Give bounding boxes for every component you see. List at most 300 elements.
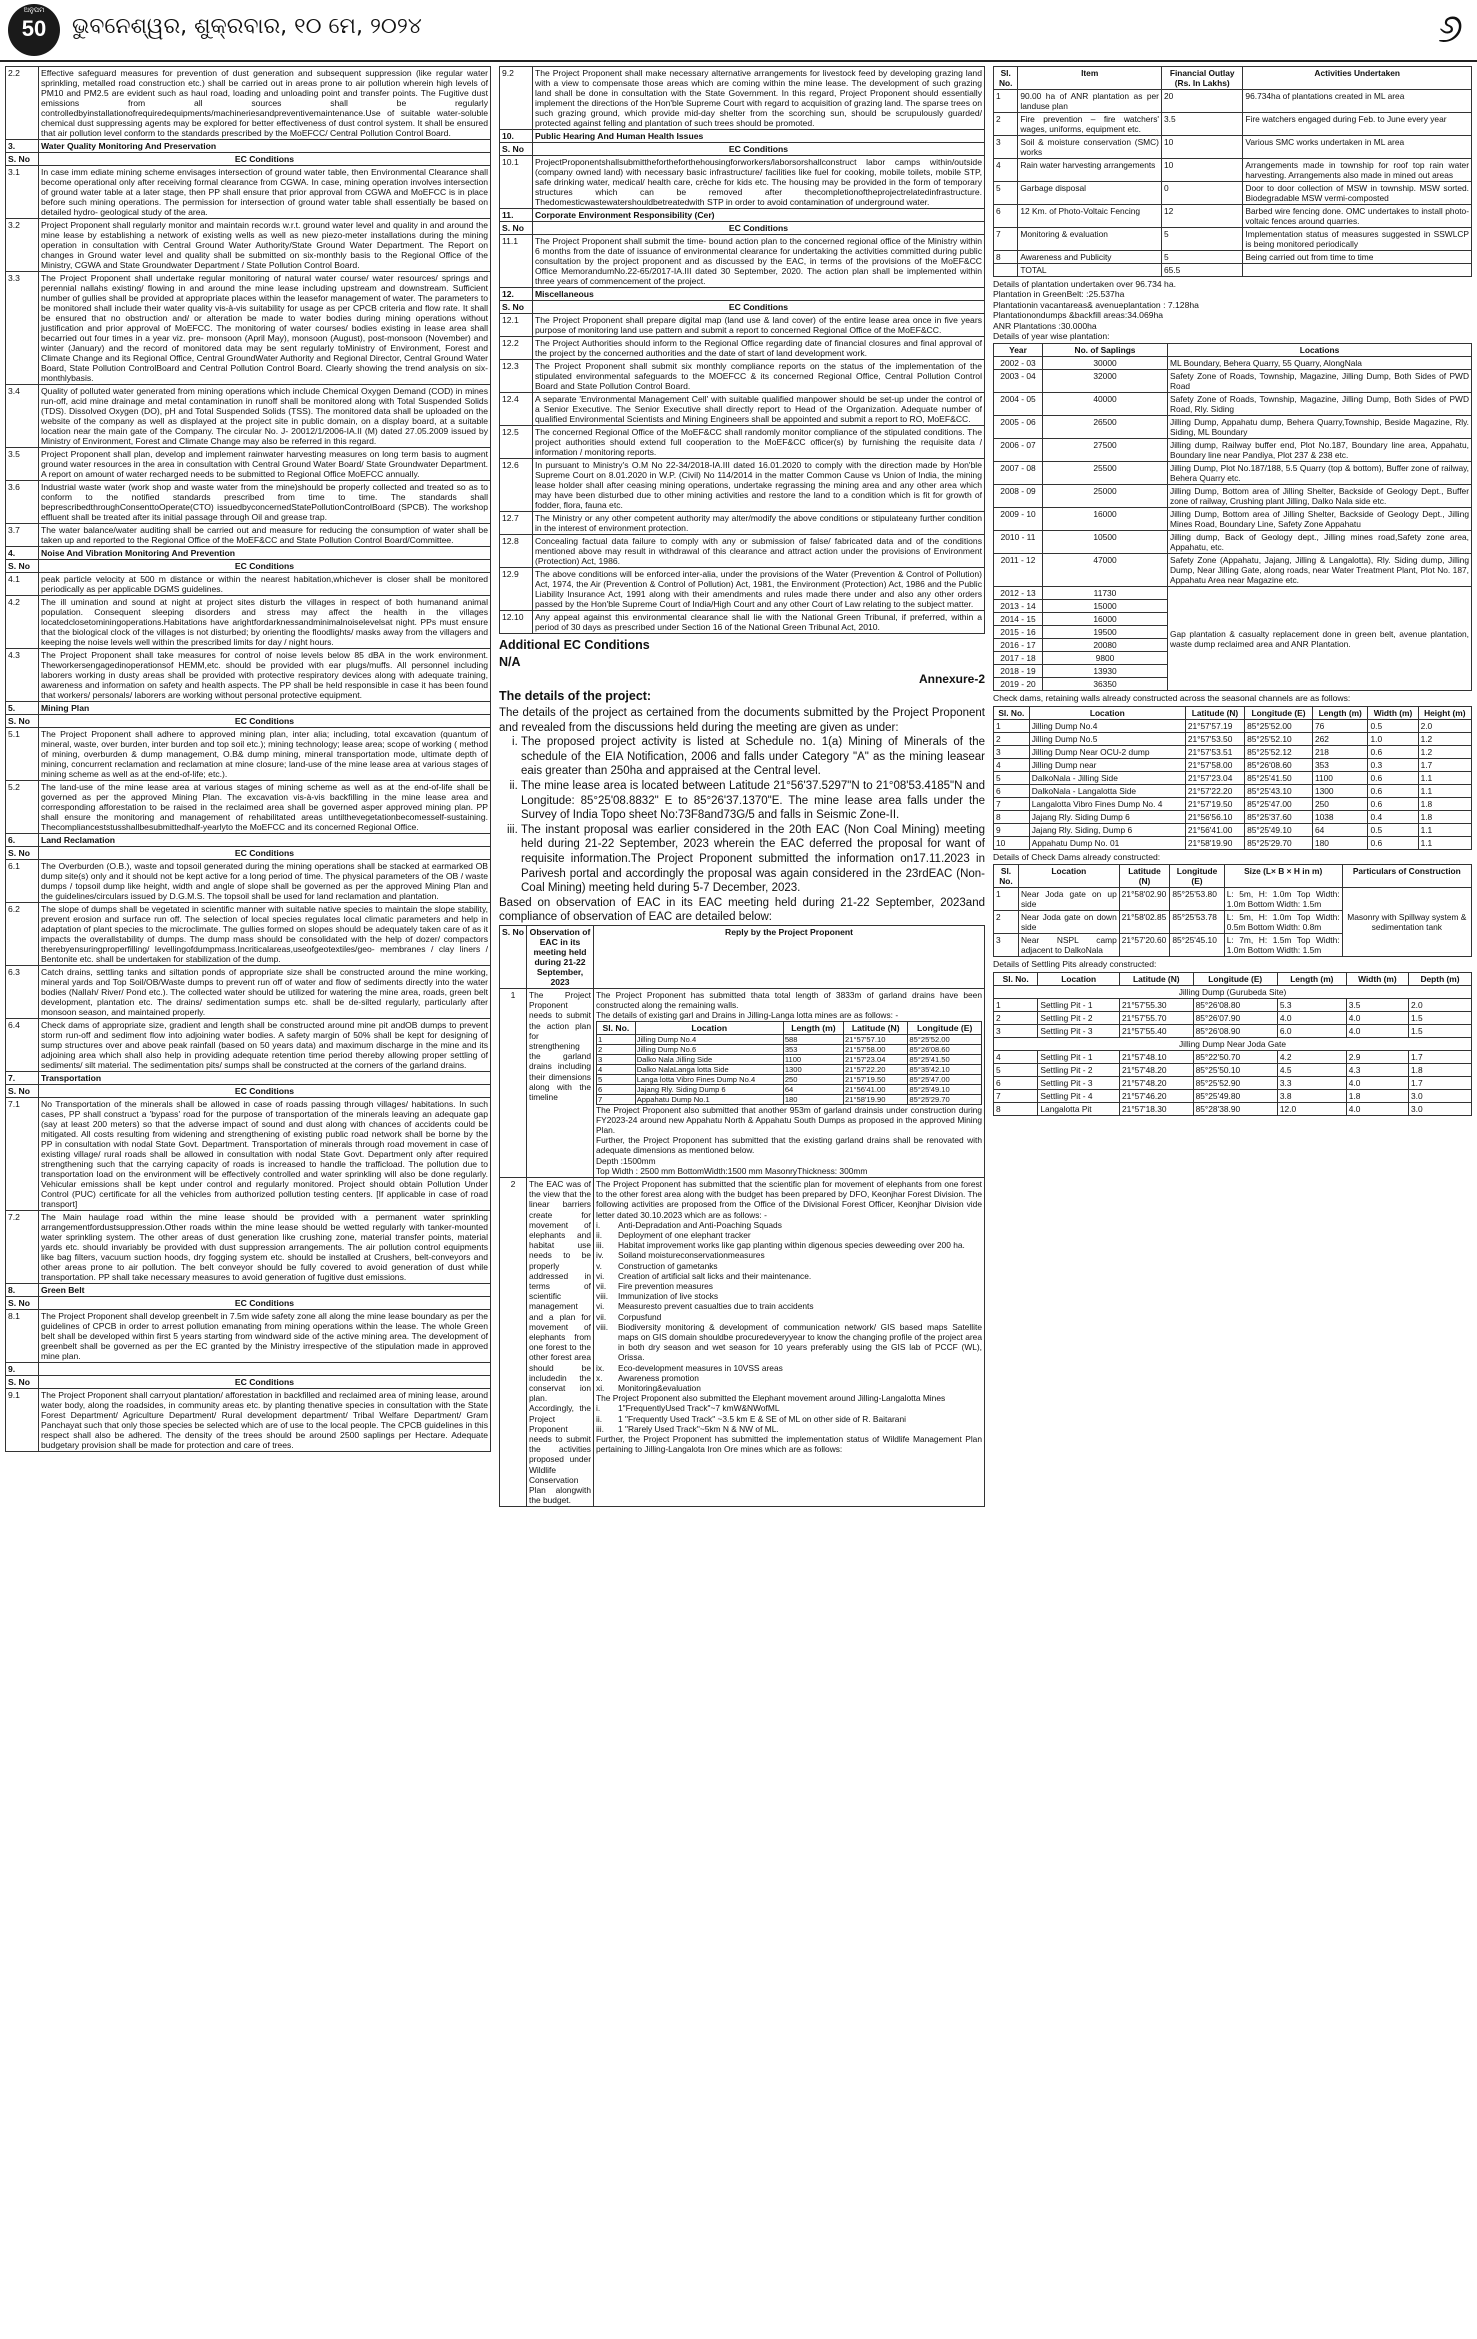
table-cell: 1: [994, 888, 1019, 911]
condition-text: Check dams of appropriate size, gradient and length shall be constructed around mine pit andOB dumps to prevent storm run-off and sediment flow into adjoining water bodies. A safety margin of 50% shall be kept for designing of sump structures over and above peak rainfall (based on 50 years data) and maximum discharge in the mine and its adjoining area which shall also help in providing adequate retention time period thereby allowing proper settling of sediments/ silt material. The sedimentation pits/ sumps shall be constructed at the corners of the garland drains.: [39, 1019, 491, 1072]
sno-header: S. No: [500, 143, 533, 156]
reply-text: Depth :1500mm: [596, 1155, 656, 1166]
condition-number: 6.2: [6, 903, 39, 966]
condition-text: The Project Proponent shall make necessary alternative arrangements for livestock feed by developing grazing land with a view to compensate those areas which are coming within the mine lease. The development of such grazing land shall be done in consultation with the State Government. In this regard, Project Proponent should essentially implement the directions of the Hon'ble Supreme Court with regard to acquisition of grazing land. The sparse trees on such grazing ground, which provide mid-day shelter from the scorching sun, should be scrupulously guarded/ protected against felling and plantation of such trees should be promoted.: [533, 67, 985, 130]
table-cell: 3: [994, 934, 1019, 957]
activity-number: ii.: [596, 1229, 603, 1240]
table-cell: 85°26'07.90: [1193, 1011, 1277, 1024]
table-cell: 85°28'38.90: [1193, 1102, 1277, 1115]
header-row: [994, 67, 1472, 90]
saplings-cell: 25000: [1043, 485, 1168, 508]
condition-text: The Project Proponent shall develop greenbelt in 7.5m wide safety zone all along the mine lease boundary as per the guidelines of CPCB in order to arrest pollution emanating from mining operations within the lease. The whole Green belt shall be developed within first 5 years starting from windward side of the active mining area. The development of greenbelt shall be governed as per the EC granted by the Ministry irrespective of the stipulation made in approved mine plan.: [39, 1310, 491, 1363]
section-row: [6, 1072, 491, 1085]
year-row: [994, 370, 1472, 393]
column-header: Sl. No.: [994, 865, 1019, 888]
table-cell: 85°26'08.80: [1193, 998, 1277, 1011]
table-cell: 3.5: [1346, 998, 1408, 1011]
table-cell: 1100: [1312, 771, 1368, 784]
table-cell: 21°57'19.50: [1185, 797, 1244, 810]
table-cell: Settling Pit - 2: [1038, 1063, 1120, 1076]
condition-text: The Project Proponent shall adhere to approved mining plan, inter alia; including, total excavation (quantum of mineral, waste, over burden, inter burden and top soil etc.); mining technology; lease area; scope of working ( method of mining, overburden & dump management, O.B& dump mining, mineral transportation mode, ultimate depth of mining, concurrent reclamation and reclamation at mine closure; land-use of the mine lease area at various stages of mining scheme as well as at the end-of-life; etc.).: [39, 728, 491, 781]
section-title: Public Hearing And Human Health Issues: [533, 130, 985, 143]
table-cell: 9: [994, 823, 1030, 836]
activity-text: Creation of artificial salt licks and their maintenance.: [618, 1270, 812, 1281]
condition-number: 7.2: [6, 1211, 39, 1284]
table-cell: 21°57'55.30: [1120, 998, 1194, 1011]
condition-number: 9.2: [500, 67, 533, 130]
table-cell: 85°25'52.00: [1245, 719, 1313, 732]
condition-number: 7.1: [6, 1098, 39, 1211]
table-cell: 5: [597, 1074, 636, 1084]
section-number: 10.: [500, 130, 533, 143]
table-cell: Garbage disposal: [1018, 182, 1162, 205]
table-cell: Appahatu Dump No.1: [635, 1094, 783, 1104]
section-row: [6, 1284, 491, 1297]
table-cell: Being carried out from time to time: [1243, 251, 1472, 264]
retaining-wall-row: [994, 823, 1472, 836]
table-cell: 5: [994, 1063, 1038, 1076]
condition-number: 8.1: [6, 1310, 39, 1363]
track-text: 1 "Rarely Used Track"~5km N & NW of ML.: [618, 1423, 779, 1434]
table-cell: 180: [1312, 836, 1368, 849]
table-cell: Soil & moisture conservation (SMC) works: [1018, 136, 1162, 159]
activity-text: Deployment of one elephant tracker: [618, 1229, 751, 1240]
table-cell: 1.2: [1418, 732, 1471, 745]
table-cell: DalkoNala - Jilling Side: [1029, 771, 1185, 784]
retaining-wall-row: [994, 784, 1472, 797]
column-header: Longitude (E): [1193, 972, 1277, 985]
additional-ec-na: N/A: [499, 655, 521, 669]
table-cell: 10: [994, 836, 1030, 849]
activity-number: iii.: [596, 1240, 604, 1251]
table-cell: 1.5: [1408, 1011, 1471, 1024]
table-cell: 0.6: [1368, 745, 1418, 758]
table-cell: 0.5: [1368, 719, 1418, 732]
column-header: Width (m): [1368, 706, 1418, 719]
column-header: Longitude (E): [908, 1021, 982, 1034]
wildlife-row: [994, 90, 1472, 113]
ec-conditions-table-1: [5, 66, 491, 1452]
reply-text: The Project Proponent also submitted the Elephant movement around Jilling-Langalotta Mines: [596, 1393, 946, 1404]
ec-conditions-table-2: [499, 66, 985, 634]
condition-row: [6, 219, 491, 272]
table-cell: 5: [994, 771, 1030, 784]
table-cell: 1.7: [1418, 758, 1471, 771]
table-cell: 4.5: [1277, 1063, 1346, 1076]
header-row: [994, 865, 1472, 888]
table-cell: Appahatu Dump No. 01: [1029, 836, 1185, 849]
observation-text: The Project Proponent needs to submit the action plan for strengthening the garland drains including their dimensions along with the timeline: [527, 988, 594, 1177]
table-cell: 10: [1161, 136, 1242, 159]
ec-header: EC Conditions: [39, 1376, 491, 1389]
activity-number: ix.: [596, 1362, 605, 1373]
year-cell: 2011 - 12: [994, 554, 1043, 587]
year-row: [994, 508, 1472, 531]
section-number: 12.: [500, 288, 533, 301]
table-cell: 1.7: [1408, 1050, 1471, 1063]
table-cell: 2.0: [1408, 998, 1471, 1011]
table-cell: 85°25'52.12: [1245, 745, 1313, 758]
merged-locations-cell: Gap plantation & casualty replacement done in green belt, avenue plantation, waste dump reclaimed area and ANR Plantation.: [1168, 587, 1472, 691]
saplings-cell: 15000: [1043, 600, 1168, 613]
retaining-walls-table: [993, 706, 1472, 850]
condition-text: The Main haulage road within the mine lease should be provided with a permanent water sprinkling arrangementfordustsuppression.Other roads within the mine lease should be wetted regularly with tanker-mounted water sprinkling system. The other areas of dust generation like crushing zone, material transfer points, material yards etc. should invariably be provided with dust suppression arrangements. The air pollution control equipments like bag filters, vacuum suction hoods, dry fogging system etc. should be installed at Crushers, belt-conveyors and other areas prone to air pollution. The belt conveyor should be fully covered to avoid generation of dust while transportation. PP shall take necessary measures to avoid generation of fugitive dust emissions.: [39, 1211, 491, 1284]
table-cell: Various SMC works undertaken in ML area: [1243, 136, 1472, 159]
table-cell: 85°25'41.50: [908, 1054, 982, 1064]
saplings-cell: 32000: [1043, 370, 1168, 393]
reply-text: The Project Proponent also submitted that another 953m of garland drainsis under construction during FY2023-24 around new Appahatu North & Appahatu South Dumps as proposed in the approved Mining Plan.: [596, 1104, 982, 1135]
year-cell: 2003 - 04: [994, 370, 1043, 393]
table-cell: 3: [994, 136, 1018, 159]
locations-cell: ML Boundary, Behera Quarry, 55 Quarry, AlongNala: [1168, 357, 1472, 370]
header-row: [6, 1376, 491, 1389]
table-cell: L: 7m, H: 1.5m Top Width: 1.0m Bottom Width: 1.5m: [1224, 934, 1342, 957]
condition-text: The ill umination and sound at night at project sites disturb the villages in respect of both humanand animal population. Consequent sleeping disorders and stress may affect the health in the villages locatedclosetominingoperations.Habitations have arightfordarknessandminimalnoiselevelsat night. PPs must ensure that the biological clock of the villages is not disturbed; by orienting the floodlights/ masks away from the villagers and keeping the noise levels well within the prescribed limits for day / night hours.: [39, 596, 491, 649]
table-cell: Settling Pit - 1: [1038, 998, 1120, 1011]
table-cell: 90.00 ha of ANR plantation as per landuse plan: [1018, 90, 1162, 113]
check-dam-intro: Check dams, retaining walls already constructed across the seasonal channels are as follows:: [993, 693, 1351, 704]
saplings-cell: 16000: [1043, 613, 1168, 626]
condition-row: [6, 481, 491, 524]
condition-text: Industrial waste water (work shop and waste water from the mine)should be properly collected and treated so as to conform to the notified standards prescribed from time to time. The standards shall beprescribedthroughConsenttoOperate(CTO) issuedbyconcernedStatePollutionControlBoard (SPCB). The workshop effluent shall be treated after its initial passage through Oil and grease trap.: [39, 481, 491, 524]
condition-text: Any appeal against this environmental clearance shall lie with the National Green Tribunal, if preferred, within a period of 30 days as prescribed under Section 16 of the National Green Tribunal Act, 2010.: [533, 611, 985, 634]
table-cell: 4: [597, 1064, 636, 1074]
condition-text: The slope of dumps shall be vegetated in scientific manner with suitable native species to maintain the slope stability, prevent erosion and surface run off. The selection of local species regulates local climatic parameters and help in adaptation of plant species to the microclimate. The gullies formed on slopes should be adequately taken care of as it impacts the overallstability of dumps. The dump mass should be consolidated with the help of dozer/ compactors therebyensuringproperfilling/ levellingofdumpmass.Incriticalareas,useofgeotextiles/geo- membranes / clay liners / Bentonite etc. shall be undertaken for stabilization of the dump.: [39, 903, 491, 966]
table-cell: 7: [994, 1089, 1038, 1102]
sno-header: S. No: [500, 222, 533, 235]
table-cell: 0.6: [1368, 836, 1418, 849]
condition-text: The Project Proponent shall take measures for control of noise levels below 85 dBA in the work environment. Theworkersengagedinoperationsof HEMM,etc. should be provided with ear plugs/muffs. All personnel including laborers working in dusty areas shall be provided with protective respiratory devices along with adequate training, awareness and information on safety and health aspects. The PP shall be held responsible in case it has been found that workers/ personals/ laborers are working without personal protective equipment.: [39, 649, 491, 702]
condition-row: [500, 568, 985, 611]
table-cell: 85°25'49.10: [1245, 823, 1313, 836]
condition-row: [6, 649, 491, 702]
section-number: 6.: [6, 834, 39, 847]
activity-number: v.: [596, 1260, 602, 1271]
header-row: [6, 715, 491, 728]
column-header: Longitude (E): [1170, 865, 1224, 888]
table-cell: 12: [1161, 205, 1242, 228]
table-cell: 21°57'53.50: [1185, 732, 1244, 745]
activity-text: Corpusfund: [618, 1311, 662, 1322]
column-header: Size (L× B × H in m): [1224, 865, 1342, 888]
table-cell: Settling Pit - 3: [1038, 1024, 1120, 1037]
table-cell: 12.0: [1277, 1102, 1346, 1115]
condition-number: 4.1: [6, 573, 39, 596]
reply-text: The Project Proponent has submitted that the scientific plan for movement of elephants from one forest to the other forest area along with the budget has been prepared by DFO, Keonjhar Forest Division. The following activities are proposed from the Office of the Divisional Forest Officer, Keonjhar Division vide letter dated 30.10.2023 which are as follows: -: [596, 1178, 982, 1220]
condition-row: [500, 426, 985, 459]
table-cell: 0.5: [1368, 823, 1418, 836]
table-cell: 85°25'52.00: [908, 1034, 982, 1044]
retaining-wall-row: [994, 836, 1472, 849]
activity-text: Measuresto prevent casualties due to train accidents: [618, 1301, 814, 1312]
table-cell: 85°26'08.60: [1245, 758, 1313, 771]
condition-text: The Project Proponent shall prepare digital map (land use & land cover) of the entire lease area once in five years purpose of monitoring land use pattern and submit a report to concerned Regional Office of the MoEF&CC.: [533, 314, 985, 337]
table-cell: 21°57'23.04: [844, 1054, 908, 1064]
table-cell: 7: [994, 228, 1018, 251]
column-header: No. of Saplings: [1043, 344, 1168, 357]
condition-row: [500, 314, 985, 337]
activity-number: viii.: [596, 1291, 609, 1302]
activity-text: Construction of gametanks: [618, 1260, 718, 1271]
table-cell: 20: [1161, 90, 1242, 113]
table-cell: 5: [994, 182, 1018, 205]
wildlife-row: [994, 182, 1472, 205]
locations-cell: Jilling Dump, Bottom area of Jilling Shelter, Backside of Geology Dept., Buffer zone of railway, Crushing plant Jilling, Dalko Nala side etc.: [1168, 485, 1472, 508]
wildlife-plan-table: [993, 66, 1472, 277]
condition-number: 3.7: [6, 524, 39, 547]
page-header: [0, 0, 1477, 62]
table-cell: Near NSPL camp adjacent to DalkoNala: [1018, 934, 1119, 957]
group-row: [994, 1037, 1472, 1050]
section-row: [6, 702, 491, 715]
table-cell: 21°56'41.00: [844, 1084, 908, 1094]
table-cell: 4.3: [1346, 1063, 1408, 1076]
condition-number: 9.1: [6, 1389, 39, 1452]
header-row: [6, 847, 491, 860]
activity-item: [596, 1383, 982, 1393]
sno-header: S. No: [6, 560, 39, 573]
locations-cell: Safety Zone of Roads, Township, Magazine, Jilling Dump, Both Sides of PWD Road: [1168, 370, 1472, 393]
saplings-cell: 13930: [1043, 665, 1168, 678]
column-header: Item: [1018, 67, 1162, 90]
table-cell: 85°25'47.00: [1245, 797, 1313, 810]
table-cell: 85°25'50.10: [1193, 1063, 1277, 1076]
column-header: Location: [635, 1021, 783, 1034]
table-cell: 4.0: [1277, 1011, 1346, 1024]
table-cell: 6: [597, 1084, 636, 1094]
condition-number: 12.3: [500, 360, 533, 393]
condition-number: 5.2: [6, 781, 39, 834]
table-row: [597, 1074, 982, 1084]
table-cell: 21°57'20.60: [1119, 934, 1170, 957]
sno-header: S. No: [500, 301, 533, 314]
year-cell: 2002 - 03: [994, 357, 1043, 370]
table-cell: 2.0: [1418, 719, 1471, 732]
section-row: [6, 1363, 491, 1376]
table-cell: 2: [994, 1011, 1038, 1024]
track-item: [596, 1424, 982, 1434]
reply-text: Top Width : 2500 mm BottomWidth:1500 mm MasonryThickness: 300mm: [596, 1165, 868, 1176]
table-cell: 21°57'53.51: [1185, 745, 1244, 758]
section-number: 8.: [6, 1284, 39, 1297]
year-row: [994, 357, 1472, 370]
condition-number: 3.4: [6, 385, 39, 448]
table-cell: 21°57'22.20: [844, 1064, 908, 1074]
table-cell: Jilling Dump No.4: [1029, 719, 1185, 732]
header-row: [6, 1297, 491, 1310]
condition-row: [6, 67, 491, 140]
table-cell: 21°57'57.10: [844, 1034, 908, 1044]
retaining-wall-row: [994, 745, 1472, 758]
table-cell: 1.8: [1346, 1089, 1408, 1102]
year-cell: 2005 - 06: [994, 416, 1043, 439]
year-cell: 2008 - 09: [994, 485, 1043, 508]
condition-row: [6, 966, 491, 1019]
table-cell: Barbed wire fencing done. OMC undertakes to install photo-voltaic fences around quarries.: [1243, 205, 1472, 228]
condition-text: Quality of polluted water generated from mining operations which include Chemical Oxygen Demand (COD) in mines run-off, acid mine drainage and metal contamination in runoff shall be monitored along with Total Suspended Solids (TDS). Dissolved Oxygen (DO), pH and Total Suspended Solids (TSS). The monitored data shall be uploaded on the website of the company as well as displayed at the project site in public domain, on a display board, at a suitable location near the main gate of the Company. The circular No. J- 20012/1/2006-IA.II (M) dated 27.05.2009 issued by Ministry of Environment, Forest and Climate Change may also be referred in this regard.: [39, 385, 491, 448]
condition-number: 4.3: [6, 649, 39, 702]
section-row: [6, 140, 491, 153]
activity-number: viii.: [596, 1321, 609, 1332]
section-title: Mining Plan: [39, 702, 491, 715]
condition-text: The Project Proponent shall submit the time- bound action plan to the concerned regional office of the Ministry within 6 months from the date of issuance of environmental clearance for undertaking the activities committed during public consultation by the project proponent and as discussed by the EAC, in terms of the provisions of the MoEF&CC Office MemorandumNo.22-65/2017-IA.III dated 30 September, 2020. The action plan shall be implemented within three years of commencement of the project.: [533, 235, 985, 288]
based-on-text: Based on observation of EAC in its EAC meeting held during 21-22 September, 2023and compliance of observation of EAC are detailed below:: [499, 896, 985, 924]
table-cell: 4.0: [1346, 1076, 1408, 1089]
column-header: Latitude (N): [1185, 706, 1244, 719]
activity-number: i.: [596, 1219, 601, 1230]
year-row: [994, 587, 1472, 600]
condition-text: In pursuant to Ministry's O.M No 22-34/2018-IA.III dated 16.01.2020 to comply with the direction made by Hon'ble Supreme Court on 8.01.2020 in W.P. (Civil) No 114/2014 in the matter Common Cause vs Union of India, the mining lease holder shall after ceasing mining operations, undertake regrassing the mining area and any other area which may have been disturbed due to other mining activities and restore the land to a condition which is fit for growth of fodder, flora, fauna etc.: [533, 459, 985, 512]
settling-pits-table: [993, 972, 1472, 1116]
table-cell: 21°57'48.10: [1120, 1050, 1194, 1063]
table-cell: 85°26'08.90: [1193, 1024, 1277, 1037]
table-cell: 6: [994, 1076, 1038, 1089]
total-spacer: [1243, 264, 1472, 277]
table-cell: Jilling Dump near: [1029, 758, 1185, 771]
table-cell: 5: [1161, 251, 1242, 264]
table-cell: 1.2: [1418, 745, 1471, 758]
column-header: Sl. No.: [994, 706, 1030, 719]
activity-item: [596, 1261, 982, 1271]
condition-text: Project Proponent shall regularly monitor and maintain records w.r.t. ground water level and quality in and around the mine lease by establishing a network of existing wells as well as new piezo-meter installations during the mining operation in consultation with Central Ground Water Authority/State Ground Water Department. The Report on changes in Ground water level and quality shall be submitted on six-monthly basis to the Regional Office of the Ministry, CGWA and State Groundwater Department / State Pollution Control Board.: [39, 219, 491, 272]
activity-item: [596, 1373, 982, 1383]
dateline: ଭୁବନେଶ୍ୱର, ଶୁକ୍ରବାର, ୧୦ ମେ, ୨୦୨୪: [72, 14, 422, 39]
header-row: [500, 925, 985, 988]
section-title: Noise And Vibration Monitoring And Prevention: [39, 547, 491, 560]
condition-number: 3.6: [6, 481, 39, 524]
condition-row: [6, 860, 491, 903]
observation-row: [500, 988, 985, 1177]
condition-number: 12.5: [500, 426, 533, 459]
check-dams-table: [993, 864, 1472, 957]
table-cell: 21°57'23.04: [1185, 771, 1244, 784]
reply-cell: [594, 1177, 985, 1507]
table-cell: 1.0: [1368, 732, 1418, 745]
table-cell: 4.2: [1277, 1050, 1346, 1063]
table-cell: 1.1: [1418, 823, 1471, 836]
table-cell: 21°57'48.20: [1120, 1063, 1194, 1076]
reply-text: Further, the Project Proponent has submitted that the existing garland drains shall be renovated with adequate dimensions as mentioned below.: [596, 1135, 982, 1156]
observation-number: 1: [500, 988, 527, 1177]
retaining-wall-row: [994, 732, 1472, 745]
wildlife-row: [994, 251, 1472, 264]
header-row: [597, 1021, 982, 1034]
settling-pit-row: [994, 1050, 1472, 1063]
column-header: Latitude (N): [844, 1021, 908, 1034]
condition-row: [6, 524, 491, 547]
section-title: Miscellaneous: [533, 288, 985, 301]
table-cell: 4.0: [1346, 1024, 1408, 1037]
section-row: [6, 547, 491, 560]
column-header: Activities Undertaken: [1243, 67, 1472, 90]
section-number: 7.: [6, 1072, 39, 1085]
year-row: [994, 462, 1472, 485]
condition-row: [6, 1019, 491, 1072]
garland-drain-table: [596, 1021, 982, 1105]
table-cell: 64: [1312, 823, 1368, 836]
condition-row: [6, 573, 491, 596]
table-cell: 85°26'08.60: [908, 1044, 982, 1054]
table-cell: 21°57'57.19: [1185, 719, 1244, 732]
saplings-cell: 11730: [1043, 587, 1168, 600]
year-cell: 2017 - 18: [994, 652, 1043, 665]
table-cell: 2: [994, 911, 1019, 934]
sno-header: S. No: [500, 925, 527, 988]
condition-text: The Project Authorities should inform to the Regional Office regarding date of financial closures and final approval of the project by the concerned authorities and the date of start of land development work.: [533, 337, 985, 360]
table-cell: 85°25'49.10: [908, 1084, 982, 1094]
table-cell: 4: [994, 758, 1030, 771]
table-cell: Fire prevention – fire watchers' wages, uniforms, equipment etc.: [1018, 113, 1162, 136]
reply-cell: [594, 988, 985, 1177]
table-cell: 21°57'48.20: [1120, 1076, 1194, 1089]
saplings-cell: 10500: [1043, 531, 1168, 554]
annexure-label: Annexure-2: [918, 672, 985, 686]
condition-number: 5.1: [6, 728, 39, 781]
locations-cell: Safety Zone (Appahatu, Jajang, Jilling & Langalotta), Rly. Siding dump, Jilling Dump, Near Jilling Gate, along roads, near Water Treatment Plant, Plot No. 187, Appahatu Area near Magazine etc.: [1168, 554, 1472, 587]
activity-item: [596, 1230, 982, 1240]
settling-pit-row: [994, 1011, 1472, 1024]
table-cell: Langalotta Pit: [1038, 1102, 1120, 1115]
section-number: 3.: [6, 140, 39, 153]
saplings-cell: 16000: [1043, 508, 1168, 531]
condition-text: The water balance/water auditing shall be carried out and measure for reducing the consumption of water shall be taken up and reported to the Regional Office of the MoEF&CC and State Pollution Control Board/Committee.: [39, 524, 491, 547]
table-cell: 1.8: [1408, 1063, 1471, 1076]
table-cell: 5: [1161, 228, 1242, 251]
total-value: 65.5: [1161, 264, 1242, 277]
condition-row: [6, 781, 491, 834]
table-cell: L: 5m, H: 1.0m Top Width: 0.5m Bottom Width: 0.8m: [1224, 911, 1342, 934]
table-cell: 7: [994, 797, 1030, 810]
header-row: [994, 972, 1472, 985]
saplings-cell: 30000: [1043, 357, 1168, 370]
table-cell: 6: [994, 205, 1018, 228]
condition-row: [6, 728, 491, 781]
section-number: 4.: [6, 547, 39, 560]
condition-text: ProjectProponentshallsubmitthefortheforthehousingforworkers/laborsorshallconstruct labor camps within/outside (company owned land) with necessary basic infrastructure/ facilities like fuel for cooking, mobile toilets, mobile STP, safe drinking water, medical/ health care, crèche for kids etc. The housing may be provided in the form of temporary structures which can be removed after thecompletionoftheprojectrelatedinfrastructure. Thedomesticwastewatershouldbetreatedwith STP in order to avoid contamination of underground water.: [533, 156, 985, 209]
table-cell: 1: [994, 719, 1030, 732]
condition-number: 10.1: [500, 156, 533, 209]
observation-header: Observation of EAC in its meeting held during 21-22 September, 2023: [527, 925, 594, 988]
column-header: Locations: [1168, 344, 1472, 357]
table-cell: DalkoNala - Langalotta Side: [1029, 784, 1185, 797]
ec-header: EC Conditions: [533, 143, 985, 156]
condition-row: [500, 535, 985, 568]
condition-text: The land-use of the mine lease area at various stages of mining scheme as well as at the end-of-life shall be governed as per the approved Mining Plan. The excavation vis-à-vis backfilling in the mine lease area and corresponding afforestation to be raised in the reclaimed area shall be governed asper approved mining plan. PP shall ensure the monitoring and management of rehabilitated areas untilthevegetationbecomesself-sustaining. Thecomplianceststusshallbesubmittedhalf-yearlyto the MoEFCC and its concerned Regional Office.: [39, 781, 491, 834]
table-cell: 0.3: [1368, 758, 1418, 771]
table-cell: 0: [1161, 182, 1242, 205]
table-cell: 1: [994, 998, 1038, 1011]
observation-text: The EAC was of the view that the linear barriers create for movement of elephants and habitat use needs to be properly addressed in terms of scientific management and a plan for movement of elephants from one forest to the other forest area should be includedin the conservat ion plan. Accordingly, the Project Proponent needs to submit the activities proposed under Wildlife Conservation Plan alongwith the budget.: [527, 1177, 594, 1507]
table-cell: Door to door collection of MSW in township. MSW sorted. Biodegradable MSW vermi-composted: [1243, 182, 1472, 205]
table-cell: 64: [783, 1084, 843, 1094]
activity-number: vi.: [596, 1301, 605, 1312]
condition-text: The Project Proponent shall submit six monthly compliance reports on the status of the implementation of the stipulated environmental safeguards to the MOEFCC & its concerned Regional Office, Central Pollution Control Board and State Pollution Control Board.: [533, 360, 985, 393]
table-cell: 1.8: [1418, 797, 1471, 810]
condition-text: The Overburden (O.B.), waste and topsoil generated during the mining operations shall be stacked at earmarked OB dump site(s) only and it should not be kept active for a long period of time. The physical parameters of the OB / waste dumps / topsoil dump like height, width and angle of slope shall be governed as per the approved Mining Plan and the guidelines/circulars issued by D.G.M.S. The topsoil shall be used for land reclamation and plantation.: [39, 860, 491, 903]
saplings-cell: 20080: [1043, 639, 1168, 652]
table-row: [597, 1034, 982, 1044]
table-cell: 8: [994, 810, 1030, 823]
table-row: [597, 1094, 982, 1104]
column-header: Latitude (N): [1120, 972, 1194, 985]
table-cell: Jajang Rly. Siding Dump 6: [635, 1084, 783, 1094]
table-cell: 1.1: [1418, 784, 1471, 797]
activity-item: [596, 1363, 982, 1373]
retaining-wall-row: [994, 758, 1472, 771]
sno-header: S. No: [6, 1085, 39, 1098]
table-cell: 12 Km. of Photo-Voltaic Fencing: [1018, 205, 1162, 228]
reply-header: Reply by the Project Proponent: [594, 925, 985, 988]
